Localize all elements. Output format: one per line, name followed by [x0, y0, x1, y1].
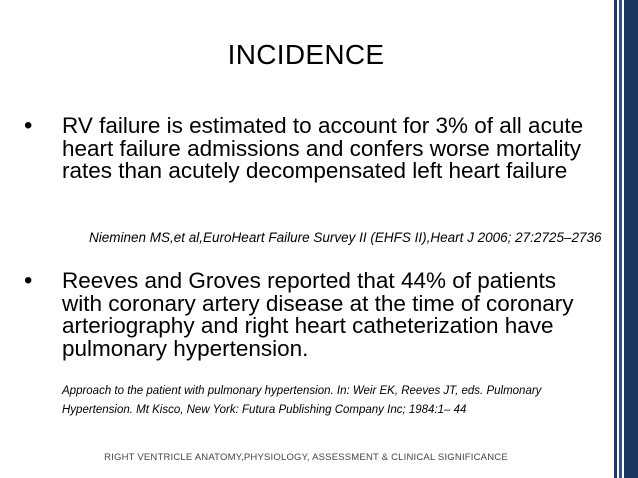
- bullet-dot-icon: •: [24, 112, 33, 139]
- bullet-text: RV failure is estimated to account for 3% of all acute heart failure admissions and confers worse mortality rates than acutely decompensated left heart failure: [62, 113, 584, 183]
- bullet-dot-icon: •: [24, 267, 33, 294]
- bullet-item: [24, 112, 594, 183]
- bullet-text: Reeves and Groves reported that 44% of patients with coronary artery disease at the time of coronary arteriography and right heart catheterization have pulmonary hypertension.: [62, 268, 574, 361]
- decorative-side-bar: [612, 0, 638, 478]
- bullet-item: [24, 267, 594, 361]
- slide-footer: RIGHT VENTRICLE ANATOMY,PHYSIOLOGY, ASSESSMENT & CLINICAL SIGNIFICANCE: [104, 452, 508, 463]
- citation-text: Approach to the patient with pulmonary hypertension. In: Weir EK, Reeves JT, eds. Pulmonary Hypertension. Mt Kisco, New York: Futura Publishing Company Inc; 1984:1– 44: [62, 385, 542, 416]
- citation-text: Nieminen MS,et al,EuroHeart Failure Survey II (EHFS II),Heart J 2006; 27:2725–2736: [89, 230, 602, 245]
- slide-title: INCIDENCE: [227, 39, 385, 70]
